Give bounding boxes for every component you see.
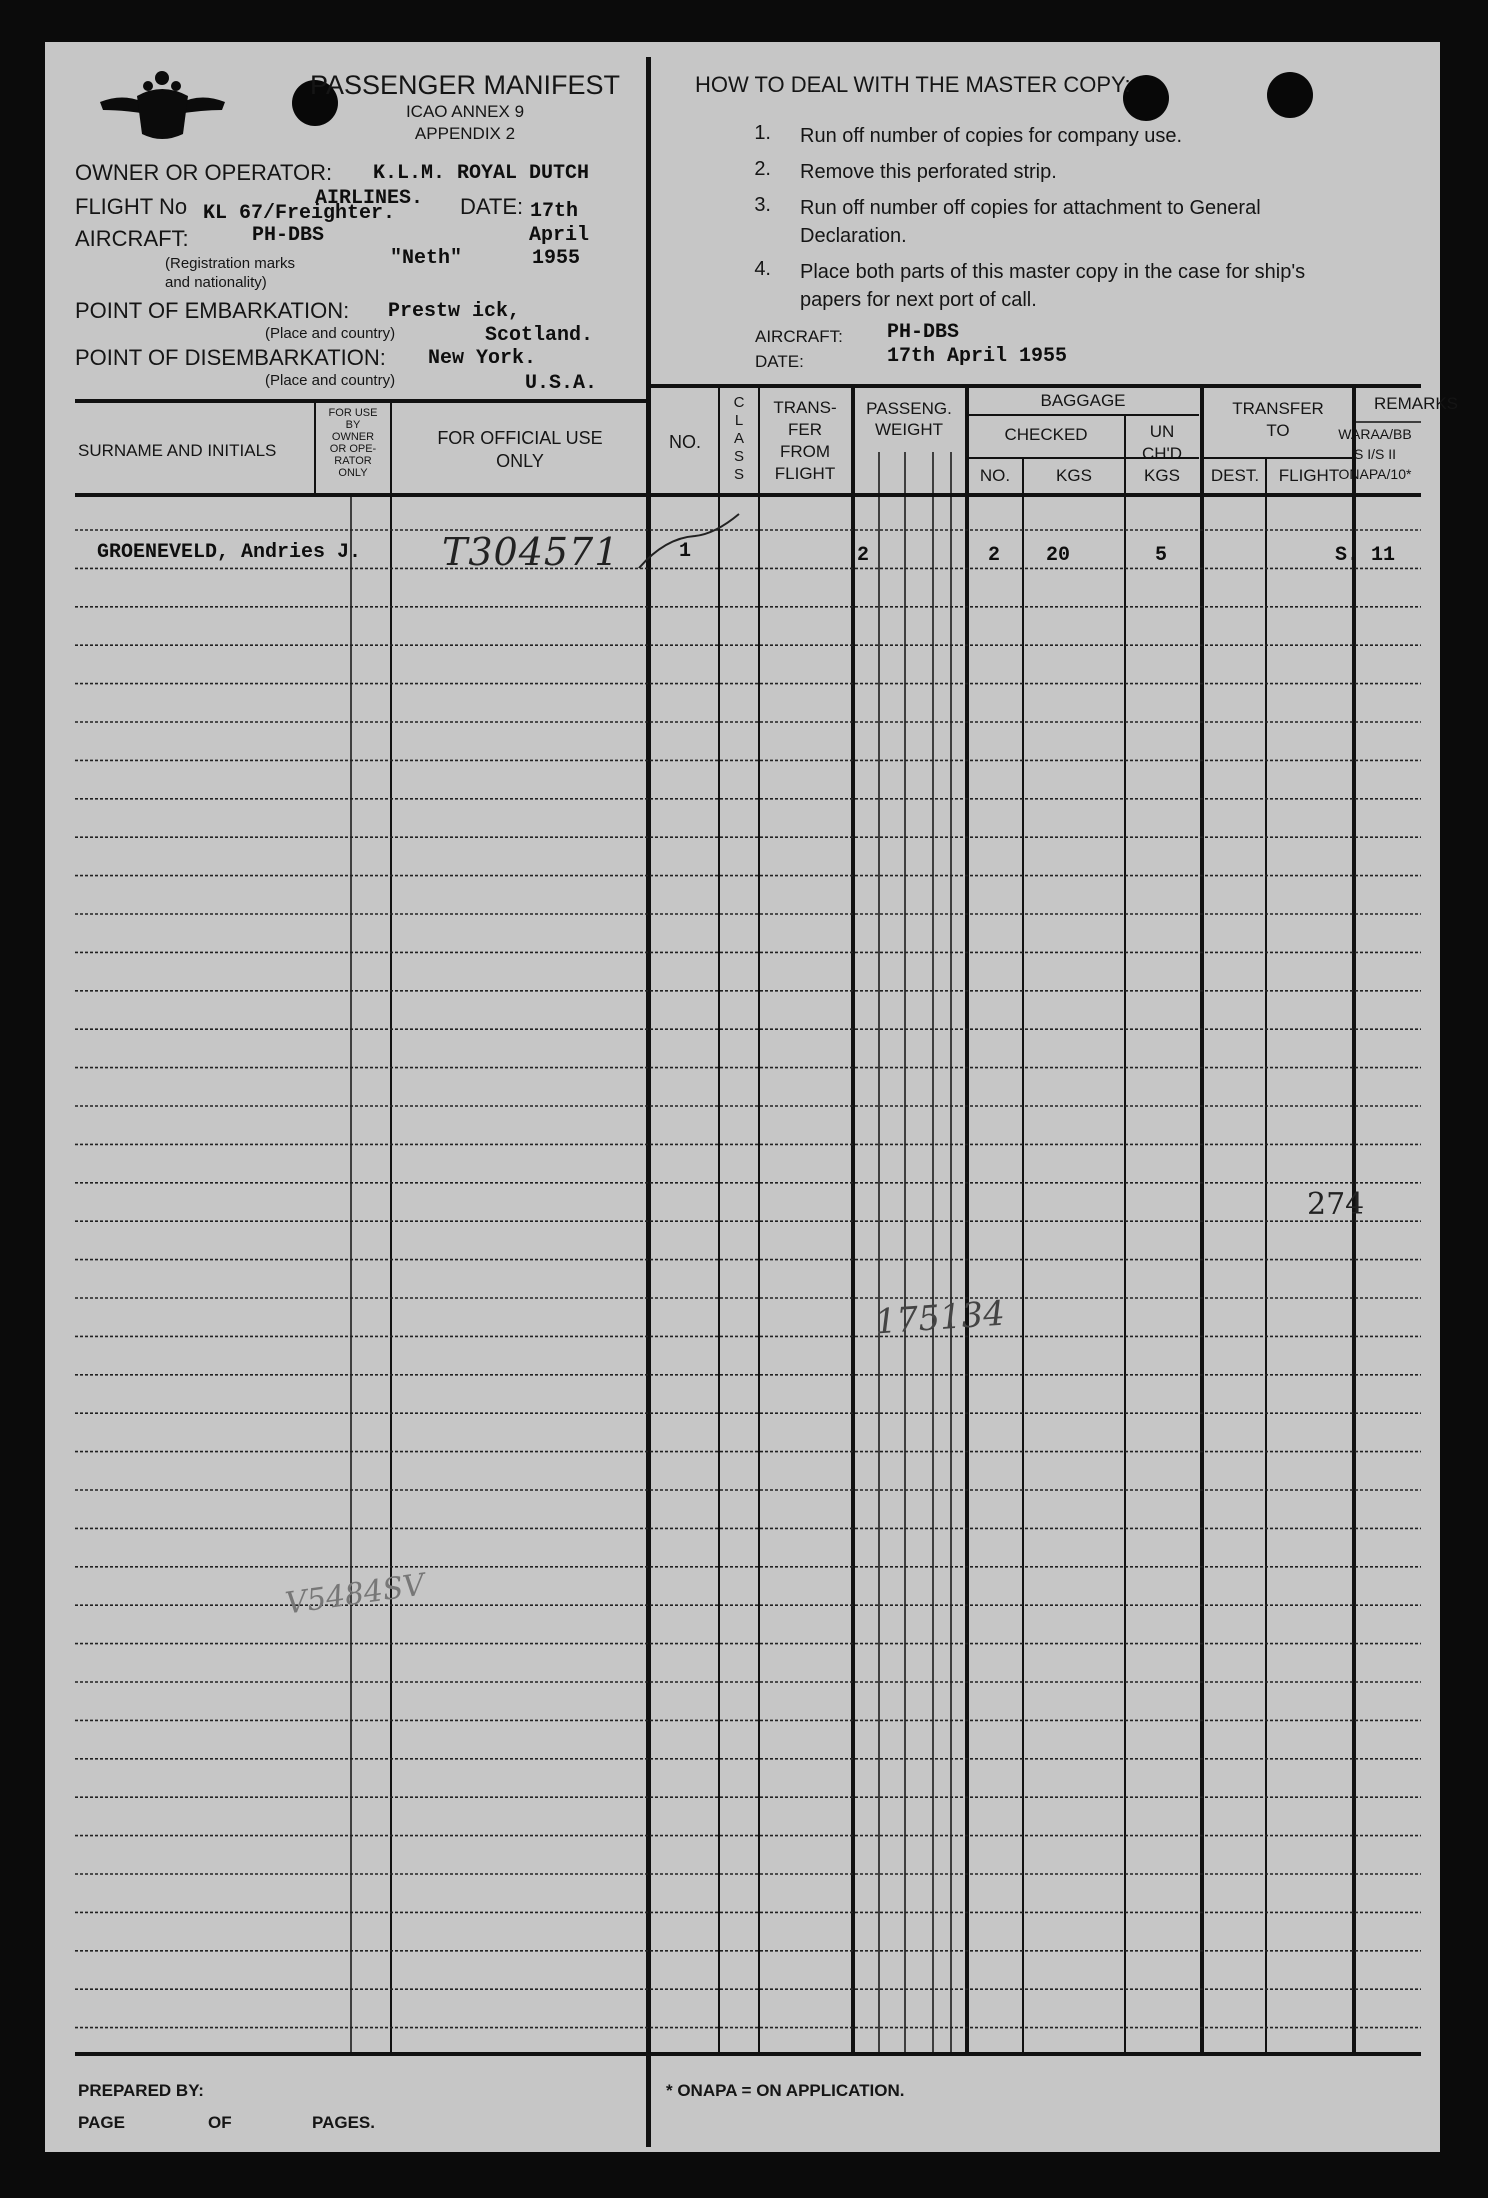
col-owner-use-line: OWNER [331, 431, 375, 443]
col-no: NO. [668, 432, 701, 452]
col-transfer-from-line: FLIGHT [774, 464, 836, 483]
handwritten-mid-mark: 175134 [873, 1293, 1007, 1343]
col-bag-kgs: KGS [1056, 466, 1092, 485]
col-unchd-kgs: KGS [1144, 466, 1180, 485]
instruction-3-text-2: Declaration. [800, 225, 907, 247]
instr-aircraft-value: PH-DBS [887, 321, 960, 344]
date-label: DATE: [460, 194, 524, 219]
col-transfer-from-line: TRANS- [773, 398, 837, 417]
embark-label: POINT OF EMBARKATION: [75, 298, 350, 323]
col-unchd-line: CH'D [1141, 444, 1183, 463]
flight-value: KL 67/Freighter. [203, 202, 396, 225]
instruction-4-number: 4. [754, 258, 771, 280]
prepared-by-label: PREPARED BY: [78, 2081, 204, 2100]
col-bag-no: NO. [979, 466, 1011, 485]
col-unchd-line: UN [1149, 422, 1175, 441]
date-value-month: April [529, 224, 590, 247]
aircraft-label: AIRCRAFT: [75, 226, 189, 251]
baggage-no: 2 [988, 544, 1001, 567]
col-official-2: ONLY [496, 451, 544, 471]
instruction-1-text: Run off number of copies for company use. [800, 125, 1183, 147]
col-owner-use-line: FOR USE [328, 407, 378, 419]
col-class-letter: L [734, 412, 744, 429]
official-use-entry: T304571 [442, 530, 620, 574]
aircraft-nationality: "Neth" [390, 247, 463, 270]
col-transfer-from-line: FROM [779, 442, 831, 461]
instruction-4-text: Place both parts of this master copy in the case for ship's [800, 261, 1306, 283]
col-remarks: REMARKS [1373, 394, 1459, 413]
pages-label: PAGES. [312, 2113, 375, 2132]
col-owner-use-line: ONLY [338, 467, 368, 479]
appendix: APPENDIX 2 [414, 124, 516, 143]
of-label: OF [208, 2113, 232, 2132]
registration-note-2: and nationality) [165, 274, 267, 291]
instr-aircraft-label: AIRCRAFT: [755, 327, 843, 346]
col-class-letter: C [733, 394, 745, 411]
col-remarks-sub-line: S I/S II [1353, 446, 1396, 462]
col-transfer-to-2: TO [1266, 421, 1290, 440]
col-surname: SURNAME AND INITIALS [78, 441, 277, 460]
instr-date-label: DATE: [755, 352, 804, 371]
col-owner-use-line: BY [345, 419, 361, 431]
col-class-letter: S [733, 466, 744, 483]
remarks-value: S. 11 [1335, 544, 1396, 567]
handwritten-274: 274 [1307, 1187, 1365, 1222]
instruction-1-number: 1. [754, 122, 771, 144]
passenger-name: GROENEVELD, Andries J. [97, 541, 362, 564]
owner-value: K.L.M. ROYAL DUTCH [373, 162, 590, 185]
owner-value-2: AIRLINES. [315, 187, 424, 210]
manifest-title: PASSENGER MANIFEST [309, 70, 621, 100]
disembark-country: U.S.A. [525, 372, 598, 395]
instruction-3-number: 3. [754, 194, 771, 216]
instruction-2-text: Remove this perforated strip. [800, 161, 1057, 183]
col-transfer-to: TRANSFER [1232, 399, 1324, 418]
disembark-value: New York. [428, 347, 537, 370]
col-class-letter: S [733, 448, 744, 465]
col-class-letter: A [733, 430, 744, 447]
col-baggage: BAGGAGE [1040, 391, 1126, 410]
aircraft-value: PH-DBS [252, 224, 325, 247]
registration-note: (Registration marks [165, 255, 296, 272]
col-official: FOR OFFICIAL USE [437, 428, 603, 448]
col-remarks-sub-line: ONAPA/10* [1338, 466, 1412, 482]
col-transfer-from-line: FER [788, 420, 822, 439]
col-remarks-sub-line: WARAA/BB [1338, 426, 1412, 442]
page-label: PAGE [78, 2113, 125, 2132]
baggage-kgs: 20 [1046, 544, 1071, 567]
col-passeng-weight-2: WEIGHT [875, 420, 943, 439]
manifest-sheet [45, 42, 1459, 2152]
passenger-weight: 2 [857, 544, 870, 567]
onapa-footnote: * ONAPA = ON APPLICATION. [666, 2081, 905, 2100]
date-value: 17th [530, 200, 579, 223]
instructions-title: HOW TO DEAL WITH THE MASTER COPY: [695, 72, 1131, 97]
owner-label: OWNER OR OPERATOR: [75, 160, 333, 185]
date-value-year: 1955 [532, 247, 581, 270]
instruction-3-text: Run off number off copies for attachment to General [800, 197, 1261, 219]
col-passeng-weight: PASSENG. [866, 399, 952, 418]
col-owner-use-line: RATOR [334, 455, 372, 467]
instruction-4-text-2: papers for next port of call. [800, 289, 1037, 311]
handwritten-left-mark: V5484SV [283, 1567, 427, 1622]
disembark-label: POINT OF DISEMBARKATION: [75, 345, 386, 370]
col-flight: FLIGHT [1278, 466, 1340, 485]
place-note: (Place and country) [265, 325, 396, 342]
manifest-grid [45, 42, 1440, 2152]
icao-annex: ICAO ANNEX 9 [405, 102, 525, 121]
flight-label: FLIGHT No [75, 194, 188, 219]
instr-date-value: 17th April 1955 [887, 345, 1068, 368]
col-owner-use-line: OR OPE- [329, 443, 377, 455]
embark-value: Prestw ick, [388, 300, 521, 323]
instruction-2-number: 2. [754, 158, 771, 180]
unchecked-kgs: 5 [1155, 544, 1168, 567]
col-dest: DEST. [1210, 466, 1260, 485]
embark-country: Scotland. [485, 324, 594, 347]
place-note-2: (Place and country) [265, 372, 396, 389]
col-checked: CHECKED [1004, 425, 1088, 444]
passenger-no: 1 [679, 540, 692, 563]
